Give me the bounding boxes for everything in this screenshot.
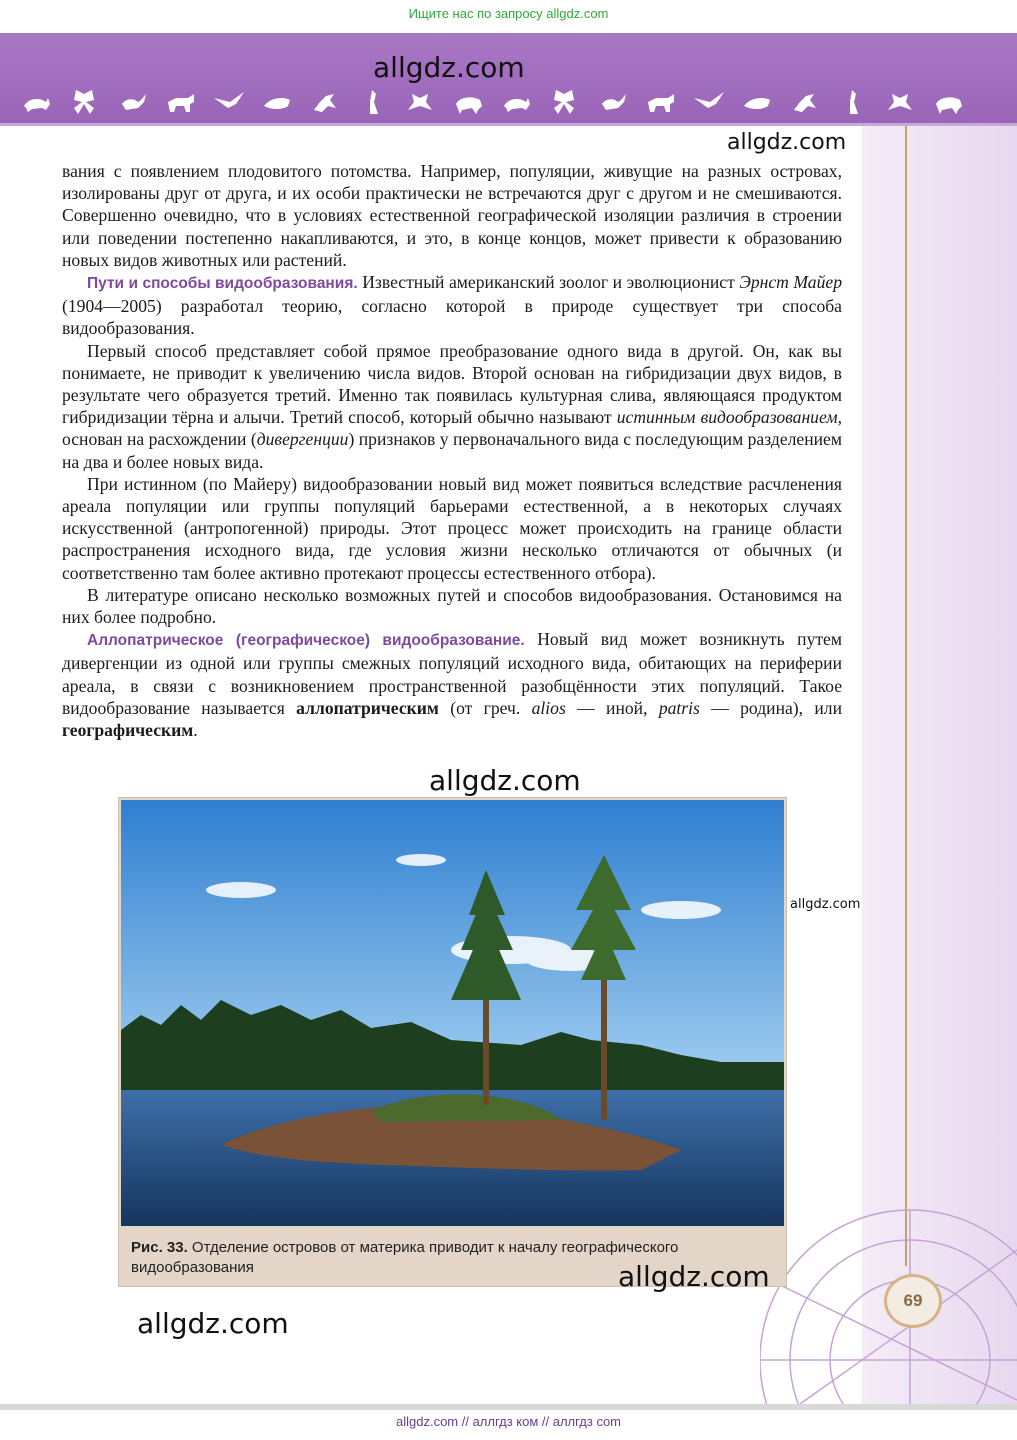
paragraph: вания с появлением плодовитого потомства. Например, популяции, живущие на разных островах, изолированы друг от друга, и их особи практически не встречаются друг с другом и не смешиваются. Совершенно очевидно, что в условиях естественной географической изоляции различия в строении или поведении постепенно накапливаются, и это, в конце концов, может привести к образованию новых видов животных или растений. (62, 161, 842, 270)
paragraph (62, 340, 842, 473)
scorpion-icon (694, 92, 724, 108)
lizard-icon (554, 90, 574, 114)
boar-icon (24, 98, 50, 112)
compass-decoration (760, 1060, 1017, 1404)
fish-icon (850, 90, 858, 114)
watermark: allgdz.com (790, 897, 861, 912)
greek-word: alios (531, 697, 566, 718)
paragraph: В литературе описано несколько возможных путей и способов видообразования. Остановимся на них более подробно. (62, 584, 842, 628)
paragraph-text: , основан на расхождении ( (62, 407, 842, 450)
section-heading: Пути и способы видообразования. (87, 275, 358, 293)
boar-icon (648, 94, 674, 112)
paragraph (62, 628, 842, 741)
paragraph-text: ) признаков у первоначального вида с последующим разделением на два и более новых вида. (62, 429, 842, 472)
monkey-icon (504, 98, 530, 112)
term: дивергенции (256, 429, 349, 450)
paragraph-text: Первый способ представляет собой прямое преобразование одного вида в другой. Он, как вы понимаете, не приводит к увеличению числа видов. Второй основан на гибридизации двух видов, в результате чего образуется третий. Именно так появилась культурная слива, являющаяся продуктом гибридизации тёрна и алычи. Третий способ, который обычно называют (62, 340, 842, 428)
bison-icon (456, 97, 482, 114)
term-bold: географическим (62, 720, 194, 741)
pterosaur-icon (214, 92, 244, 108)
paragraph-text: — родина), или (699, 697, 842, 718)
watermark: allgdz.com (429, 764, 581, 797)
bottom-divider (0, 1404, 1017, 1410)
animal-icon-strip (22, 88, 982, 118)
beetle-icon (408, 94, 432, 110)
figure-label: Рис. 33. (131, 1239, 188, 1256)
bird-icon (370, 90, 378, 114)
watermark: allgdz.com (618, 1260, 770, 1293)
caption-text: Отделение островов от материка приводит к началу географического видообразования (131, 1239, 679, 1276)
bird-icon (936, 97, 962, 114)
paragraph-text: . (193, 720, 198, 741)
figure-33 (118, 797, 787, 1287)
horse-icon (744, 98, 770, 109)
lizard-icon (888, 94, 912, 110)
butterfly-icon (74, 90, 94, 114)
paragraph-text: (от греч. (438, 697, 532, 718)
watermark: allgdz.com (137, 1307, 289, 1340)
butterfly-icon (602, 94, 626, 110)
paragraph (62, 271, 842, 340)
bottom-links[interactable]: allgdz.com // аллгдз ком // аллгдз com (395, 1414, 622, 1429)
term-bold: аллопатрическим (296, 697, 439, 718)
fish-icon (264, 98, 290, 109)
term: истинным видообразованием (616, 407, 838, 428)
horse-icon (168, 94, 194, 112)
section-heading: Аллопатрическое (географическое) видообразование. (87, 632, 525, 650)
watermark: allgdz.com (727, 130, 847, 155)
pterosaur-icon (794, 94, 816, 112)
page-number: 69 (884, 1274, 942, 1328)
paragraph-text: — иной, (565, 697, 659, 718)
page-margin-line (905, 126, 907, 1266)
paragraph-text: (1904—2005) разработал теорию, согласно которой в природе существует три способа видообразования. (62, 296, 842, 339)
watermark: allgdz.com (373, 51, 525, 84)
island-photo (121, 800, 784, 1226)
person-name: Эрнст Майер (739, 272, 842, 293)
lizard-icon (314, 94, 336, 112)
top-search-link[interactable]: Ищите нас по запросу allgdz.com (408, 6, 609, 21)
main-text (62, 160, 842, 741)
scorpion-icon (122, 94, 146, 110)
paragraph-text: Известный американский зоолог и эволюционист (357, 272, 740, 293)
paragraph-text: Новый вид может возникнуть путем дивергенции из одной или группы смежных популяций исходного вида, обитающих на периферии ареала, в связи с возникновением пространственной разобщённости этих популяций. Такое видообразование называется (62, 629, 842, 718)
paragraph: При истинном (по Майеру) видообразовании новый вид может появиться вследствие расчленения ареала популяции или группы популяций барьерами естественной, а в некоторых случаях искусственной (антропогенной) природы. Этот процесс может происходить на границе области распространения исходного вида, где условия жизни несколько отличаются от обычных (и соответственно там более активно протекают процессы естественного отбора). (62, 473, 842, 583)
greek-word: patris (658, 697, 700, 718)
